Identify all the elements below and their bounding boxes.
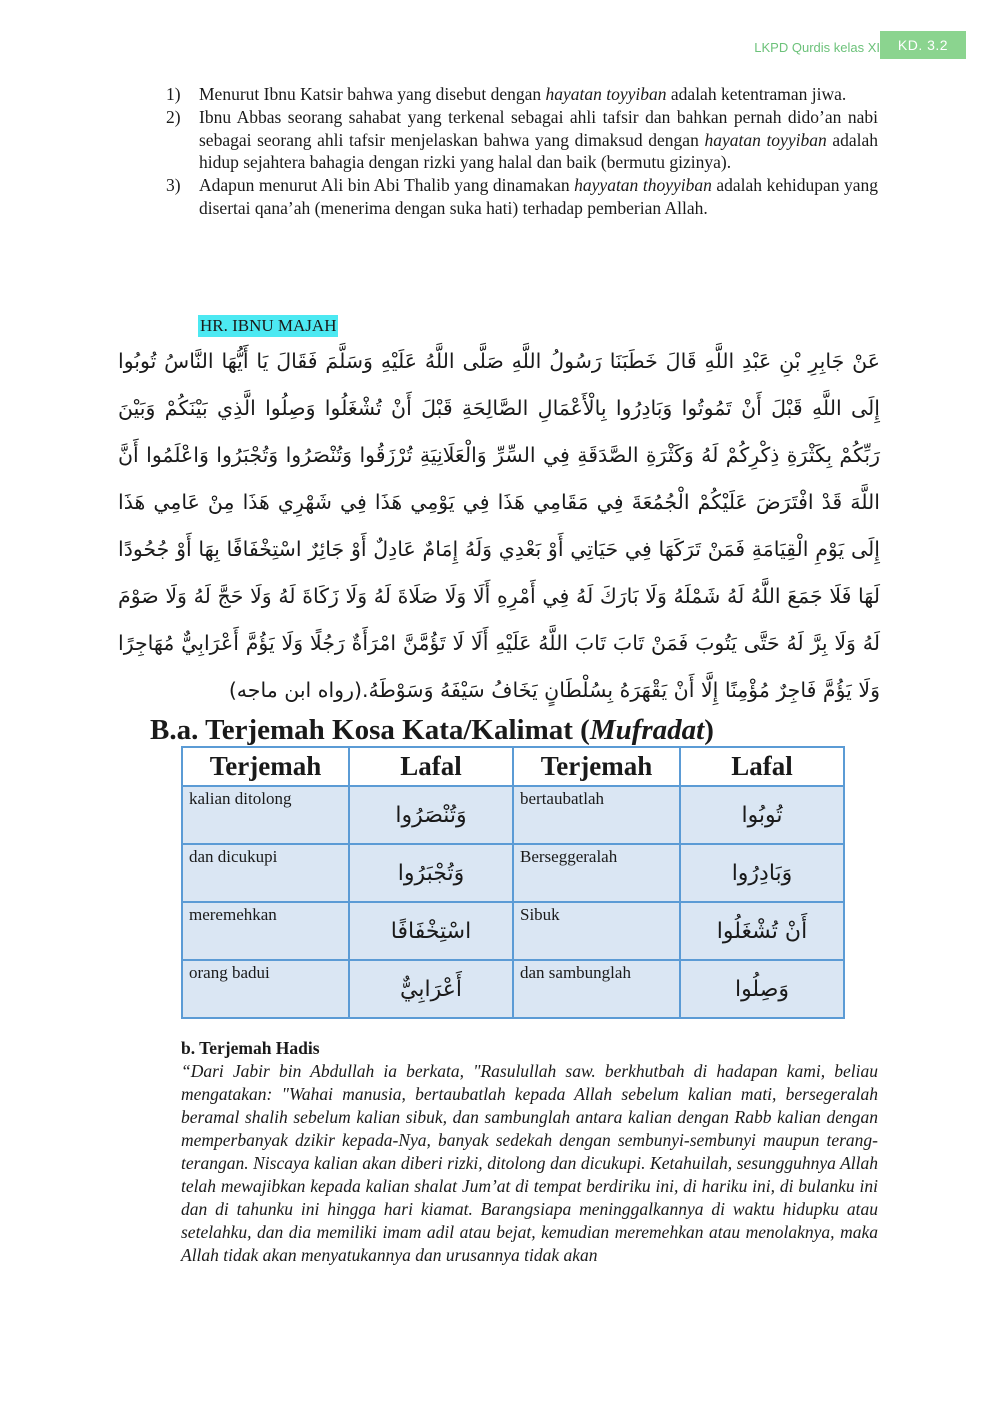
hadith-translation: “Dari Jabir bin Abdullah ia berkata, "Rasulullah saw. berkhutbah di hadapan kami, beliau mengatakan: "Wahai manusia, bertaubatlah kepada Allah sebelum kalian mati, bersegeralah beramal shalih sebelum kalian sibuk, dan sambunglah antara kalian dengan Rabb kalian dengan memperbanyak dzikir kepada-Nya, banyak sedekah dengan sembunyi-sembunyi maupun terang-terangan. Niscaya kalian akan diberi rizki, ditolong dan dicukupi. Ketahuilah, sesungguhnya Allah telah mewajibkan kepada kalian shalat Jum’at di tempat berdiriku ini, di hariku ini, di bulanku ini dan di tahunku ini hingga hari kiamat. Barangsiapa meninggalkannya di waktu hidupku atau setelahku, dan dia memiliki imam adil atau bejat, kemudian meremehkan atau menolaknya, maka Allah tidak akan menyatukannya dan urusannya tidak akan	[181, 1061, 878, 1265]
list-number: 2)	[166, 106, 181, 127]
list-text: adalah ketentraman jiwa.	[666, 84, 847, 104]
table-header-row	[182, 747, 844, 786]
list-text: Menurut Ibnu Katsir bahwa yang disebut dengan	[199, 84, 546, 104]
lafal-cell: تُوبُوا	[680, 786, 844, 844]
list-text: adalah hidup sejahtera bahagia dengan rizki yang halal dan baik (bermutu gizinya).	[199, 129, 878, 173]
list-term: hayyatan thoyyiban	[574, 175, 712, 196]
term-cell: dan sambunglah	[513, 960, 680, 1018]
list-text: Ibnu Abbas seorang sahabat yang terkenal sebagai ahli tafsir dan bahkan pernah dido’an nabi sebagai seorang ahli tafsir menjelaskan bahwa yang dimaksud dengan	[199, 106, 878, 150]
lafal-cell: وَتُجْبَرُوا	[349, 844, 513, 902]
section-a-title-prefix: B.a. Terjemah Kosa Kata/Kalimat (	[150, 714, 590, 746]
term-cell: bertaubatlah	[513, 786, 680, 844]
column-header: Terjemah	[182, 747, 349, 786]
section-a-title-suffix: )	[704, 714, 714, 746]
table-row	[182, 786, 844, 844]
list-item	[166, 83, 878, 106]
hadith-source-label: HR. IBNU MAJAH	[200, 316, 337, 335]
list-number: 3)	[166, 175, 181, 196]
term-cell: Sibuk	[513, 902, 680, 960]
list-item	[166, 106, 878, 174]
table-row	[182, 902, 844, 960]
table-row	[182, 844, 844, 902]
column-header: Lafal	[349, 747, 513, 786]
column-header: Lafal	[680, 747, 844, 786]
arabic-hadith-text: عَنْ جَابِرِ بْنِ عَبْدِ اللَّهِ قَالَ خَطَبَنَا رَسُولُ اللَّهِ صَلَّى اللَّهُ عَلَيْهِ وَسَلَّمَ فَقَالَ يَا أَيُّهَا النَّاسُ تُوبُوا إِلَى اللَّهِ قَبْلَ أَنْ تَمُوتُوا وَبَادِرُوا بِالْأَعْمَالِ الصَّالِحَةِ قَبْلَ أَنْ تُشْغَلُوا وَصِلُوا الَّذِي بَيْنَكُمْ وَبَيْنَ رَبِّكُمْ بِكَثْرَةِ ذِكْرِكُمْ لَهُ وَكَثْرَةِ الصَّدَقَةِ فِي السِّرِّ وَالْعَلَانِيَةِ تُرْزَقُوا وَتُنْصَرُوا وَتُجْبَرُوا وَاعْلَمُوا أَنَّ اللَّهَ قَدْ افْتَرَضَ عَلَيْكُمْ الْجُمُعَةَ فِي مَقَامِي هَذَا فِي يَوْمِي هَذَا فِي شَهْرِي هَذَا مِنْ عَامِي هَذَا إِلَى يَوْمِ الْقِيَامَةِ فَمَنْ تَرَكَهَا فِي حَيَاتِي أَوْ بَعْدِي وَلَهُ إِمَامٌ عَادِلٌ أَوْ جَائِرٌ اسْتِخْفَافًا بِهَا أَوْ جُحُودًا لَهَا فَلَا جَمَعَ اللَّهُ لَهُ شَمْلَهُ وَلَا بَارَكَ لَهُ فِي أَمْرِهِ أَلَا وَلَا صَلَاةَ لَهُ وَلَا زَكَاةَ لَهُ وَلَا حَجَّ لَهُ وَلَا صَوْمَ لَهُ وَلَا بِرَّ لَهُ حَتَّى يَتُوبَ فَمَنْ تَابَ تَابَ اللَّهُ عَلَيْهِ أَلَا لَا تَؤُمَّنَّ امْرَأَةٌ رَجُلًا وَلَا يَؤُمَّ أَعْرَابِيٌّ مُهَاجِرًا وَلَا يَؤُمَّ فَاجِرٌ مُؤْمِنًا إِلَّا أَنْ يَقْهَرَهُ بِسُلْطَانٍ يَخَافُ سَيْفَهُ وَسَوْطَهُ.(رواه ابن ماجه)	[118, 349, 880, 702]
lafal-cell: أَنْ تُشْغَلُوا	[680, 902, 844, 960]
term-cell: orang badui	[182, 960, 349, 1018]
section-b-title: b. Terjemah Hadis	[181, 1038, 320, 1058]
list-number: 1)	[166, 84, 181, 104]
list-term: hayatan toyyiban	[704, 129, 827, 150]
lafal-cell: أَعْرَابِيٌّ	[349, 960, 513, 1018]
lafal-cell: وَتُنْصَرُوا	[349, 786, 513, 844]
vocab-table	[181, 746, 845, 1019]
table-row	[182, 960, 844, 1018]
list-item	[166, 174, 878, 220]
term-cell: dan dicukupi	[182, 844, 349, 902]
section-a-title-italic: Mufradat	[589, 714, 705, 746]
interpretation-list	[166, 83, 878, 220]
lafal-cell: وَبَادِرُوا	[680, 844, 844, 902]
term-cell: meremehkan	[182, 902, 349, 960]
list-term: hayatan toyyiban	[545, 84, 667, 104]
header-title: LKPD Qurdis kelas XI	[754, 40, 880, 55]
term-cell: Berseggeralah	[513, 844, 680, 902]
lafal-cell: وَصِلُوا	[680, 960, 844, 1018]
section-a-title	[150, 712, 714, 748]
list-text: adalah kehidupan yang disertai qana’ah (menerima dengan suka hati) terhadap pemberian Allah.	[199, 175, 879, 218]
lafal-cell: اسْتِخْفَافًا	[349, 902, 513, 960]
term-cell: kalian ditolong	[182, 786, 349, 844]
column-header: Terjemah	[513, 747, 680, 786]
kd-badge: KD. 3.2	[880, 31, 966, 59]
list-text: Adapun menurut Ali bin Abi Thalib yang dinamakan	[199, 175, 575, 196]
